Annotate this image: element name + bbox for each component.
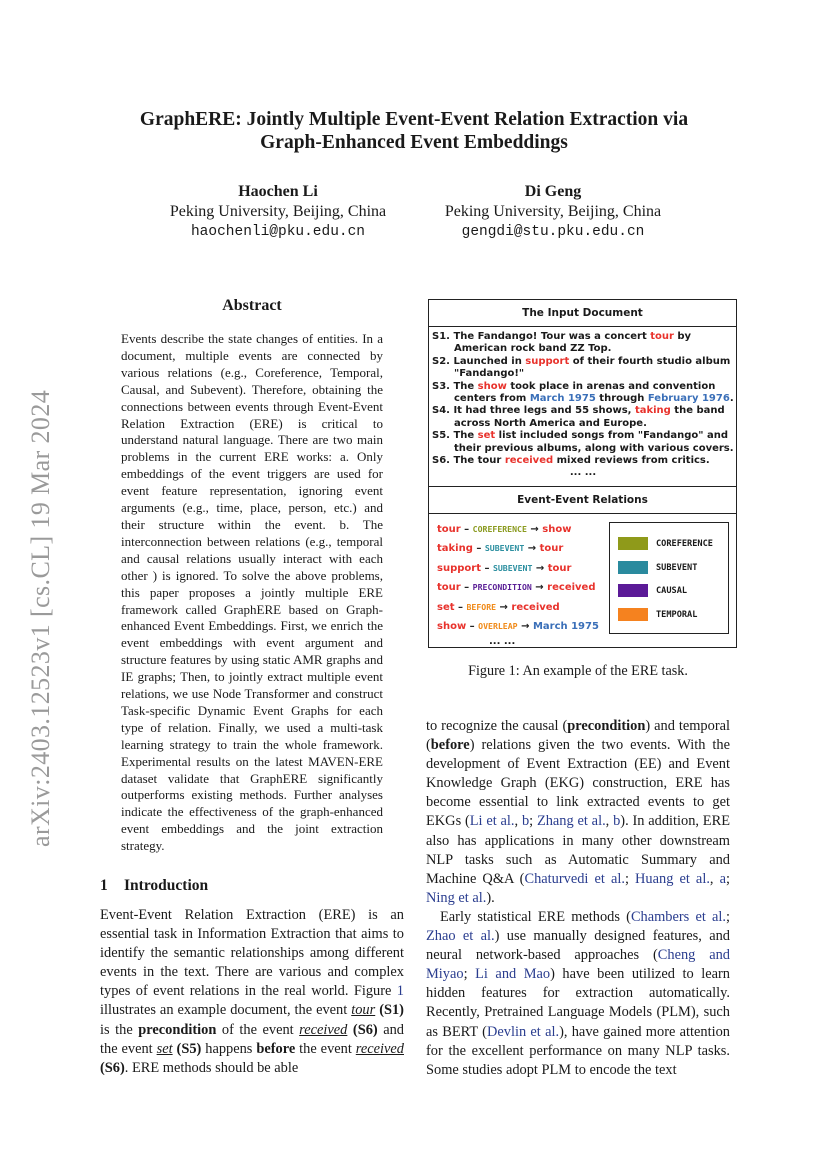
relation-row [437,539,563,558]
relation-before: before [256,1040,296,1057]
paper-title [100,108,728,154]
document-ellipsis: ... ... [569,467,597,479]
citation-link[interactable]: Zhang et al. [536,813,606,830]
citation-link[interactable]: Li and Mao [475,966,551,983]
arxiv-identifier: arXiv:2403.12523v1 [cs.CL] 19 Mar 2024 [26,389,55,847]
sentence-s2: S2. Launched in support of their fourth studio album "Fandango!" [432,355,731,380]
trigger-taking: taking [634,405,671,417]
figure-caption: Figure 1: An example of the ERE task. [468,663,688,679]
legend-label: SUBEVENT [656,562,698,573]
legend-swatch [618,584,648,597]
author-name: Di Geng [524,183,582,200]
sentence-s1: S1. The Fandango! Tour was a concert tour by American rock band ZZ Top. [432,331,692,355]
citation-link[interactable]: Chambers et al. [630,908,726,925]
legend-swatch [618,537,648,550]
trigger-tour: tour [650,331,674,342]
paragraph: to recognize the causal (precondition) and temporal (before) relations given the two events. With the development of Event Extraction (EE) and Event Knowledge Graph (EKG) construction, ERE has become essential to link extracted events to get EKGs (Li et al., b; Zhang et al., b). In addition, ERE also has applications in many other downstream NLP tasks such as Automatic Summary and Machine Q&A (Chaturvedi et al.; Huang et al., a; Ning et al.). [426,718,730,906]
citation-link[interactable]: Devlin et al. [486,1023,560,1040]
input-document-sentences [429,327,736,487]
event-received: received [355,1040,404,1057]
arxiv-side-stamp [21,355,57,855]
citation-link[interactable]: Huang et al. [635,870,710,887]
relation-row [437,520,571,539]
input-document-heading: The Input Document [429,300,736,327]
relation-precondition: precondition [138,1021,217,1038]
citation-link[interactable]: Li et al. [469,813,515,830]
author-block-2 [403,182,703,242]
relation-before: before [430,737,470,754]
relation-tail-event: March 1975 [532,621,599,632]
arrow-right-icon: → [496,601,512,613]
legend-swatch [618,608,648,621]
sentence-s5: S5. The set list included songs from "Fandango" and their previous albums, along with various covers. [432,430,734,454]
relation-connector: – [454,601,467,613]
section-title: Introduction [124,877,209,894]
citation-link[interactable]: Cheng and Miyao [426,947,730,983]
citation-link[interactable]: a [719,870,726,887]
relation-connector: – [460,582,473,594]
arrow-right-icon: → [531,582,548,594]
text-run: is the [100,1021,139,1038]
sentence-s3: S3. The show took place in arenas and convention centers from March 1975 through February 1976. [432,380,734,405]
author-affiliation: Peking University, Beijing, China [444,203,662,220]
trigger-support: support [525,355,570,367]
trigger-received: received [504,455,554,467]
relation-connector: – [472,543,485,555]
trigger-set: set [477,430,496,442]
text-run: Event-Event Relation Extraction (ERE) is an essential task in Information Extraction that aims to identify the semantic relationships among different events in the text. There are various and complex types of event relations in the real world. Figure [100,907,404,1000]
author-block-1 [128,182,428,242]
title-line-1: GraphERE: Jointly Multiple Event-Event Relation Extraction via [139,109,689,130]
sentence-s6: S6. The tour received mixed reviews from critics. [432,455,710,467]
figure-1 [428,299,737,648]
section-number: 1 [100,877,108,894]
legend-label: CAUSAL [656,586,688,596]
relations-ellipsis: ... ... [489,636,516,648]
event-relations-heading: Event-Event Relations [429,487,736,514]
text-run: . ERE methods should be able [124,1059,299,1076]
sentence-ref: (S5) [172,1040,202,1057]
text-run: happens [201,1040,257,1057]
time-march-1975: March 1975 [529,393,596,405]
text-run: illustrates an example document, the event [100,1002,352,1019]
relation-tail-event: received [511,601,560,613]
event-tour: tour [351,1002,376,1019]
citation-link[interactable]: Ning et al. [426,889,487,906]
author-name: Haochen Li [238,183,318,200]
sentence-ref: (S1) [375,1002,404,1019]
right-column-text [426,717,730,1080]
citation-link[interactable]: Chaturvedi et al. [524,870,625,887]
relation-head-event: show [437,621,467,632]
event-set: set [156,1040,173,1057]
relation-type-label: COREFERENCE [472,524,527,534]
figure-reference-link[interactable]: 1 [396,983,404,1000]
text-run: of the event [216,1021,300,1038]
arrow-right-icon: → [524,543,540,555]
arrow-right-icon: → [532,562,548,574]
event-relations-panel [429,514,736,648]
relation-head-event: tour [437,582,461,594]
relation-tail-event: show [542,524,572,535]
citation-link[interactable]: b [521,813,530,830]
paragraph: Early statistical ERE methods (Chambers et al.; Zhao et al.) use manually designed features, and neural network-based approaches (Cheng and Miyao; Li and Mao) have been utilized to learn hidden features for extraction automatically. Recently, Pretrained Language Models (PLM), such as BERT (Devlin et al.), have gained more attention for the excellent performance on many NLP tasks. Some studies adopt PLM to encode the text [426,908,730,1078]
sentence-ref: (S6) [347,1021,378,1038]
relation-head-event: set [437,601,455,613]
legend-label: TEMPORAL [656,609,698,620]
relation-precondition: precondition [567,718,646,734]
relation-tail-event: tour [539,543,564,555]
relation-tail-event: received [547,582,596,594]
relation-type-label: OVERLEAP [478,621,518,631]
relation-connector: – [480,562,493,574]
relation-connector: – [460,524,473,535]
abstract-body: Events describe the state changes of entities. In a document, multiple events are connected by various relations (e.g., Coreference, Temporal, Causal, and Subevent). Therefore, obtaining the connections between events through Event-Event Relation Extraction (ERE) is critical to understand natural language. There are two main problems in the current ERE works: a. Only embeddings of the event triggers are used for event feature representation, ignoring event arguments (e.g., time, place, person, etc.) and their structure within the event. b. The interconnection between relations (e.g., temporal and causal relations usually interact with each other ) is ignored. To solve the above problems, this paper proposes a jointly multiple ERE framework called GraphERE based on Graph-enhanced Event Embeddings. First, we enrich the event embeddings with event argument and structure features by using static AMR graphs and IE graphs; Then, to jointly extract multiple event relations, we use Node Transformer and construct Task-specific Dynamic Event Graphs for each type of relation. Finally, we used a multi-task learning strategy to train the whole framework. Experimental results on the latest MAVEN-ERE dataset validate that GraphERE significantly outperforms existing methods. Further analyses indicate the effectiveness of the graph-enhanced event embeddings and the joint extraction strategy. [121,331,383,854]
author-affiliation: Peking University, Beijing, China [169,203,387,220]
citation-link[interactable]: b [613,813,621,830]
relation-row [437,559,571,578]
section-heading-introduction [100,877,208,895]
relation-head-event: taking [437,543,473,555]
relation-tail-event: tour [547,562,572,574]
event-received: received [299,1021,348,1038]
introduction-paragraph [100,906,404,1078]
citation-link[interactable]: Zhao et al. [426,928,495,945]
relation-connector: – [466,621,479,632]
text-run: and the event [100,1021,404,1057]
arrow-right-icon: → [517,621,533,632]
relation-row [437,617,599,636]
legend-label: COREFERENCE [656,539,713,549]
relation-legend [609,522,729,634]
trigger-show: show [477,380,507,392]
legend-swatch [618,561,648,574]
time-february-1976: February 1976 [647,393,730,405]
text-run: the event [295,1040,356,1057]
author-email[interactable]: haochenli@pku.edu.cn [190,224,366,240]
relation-type-label: SUBEVENT [492,562,533,573]
relation-row [437,598,560,617]
relation-head-event: support [437,562,481,574]
sentence-s4: S4. It had three legs and 55 shows, taking the band across North America and Europe. [432,405,725,429]
relation-type-label: PRECONDITION [472,582,532,593]
relation-head-event: tour [437,524,461,535]
arrow-right-icon: → [526,524,543,535]
sentence-ref: (S6) [100,1059,125,1076]
relation-row [437,578,595,597]
title-line-2: Graph-Enhanced Event Embeddings [260,132,568,153]
relation-type-label: SUBEVENT [484,543,525,554]
author-email[interactable]: gengdi@stu.pku.edu.cn [461,224,645,240]
abstract-heading: Abstract [222,297,282,314]
relation-type-label: BEFORE [466,601,497,612]
